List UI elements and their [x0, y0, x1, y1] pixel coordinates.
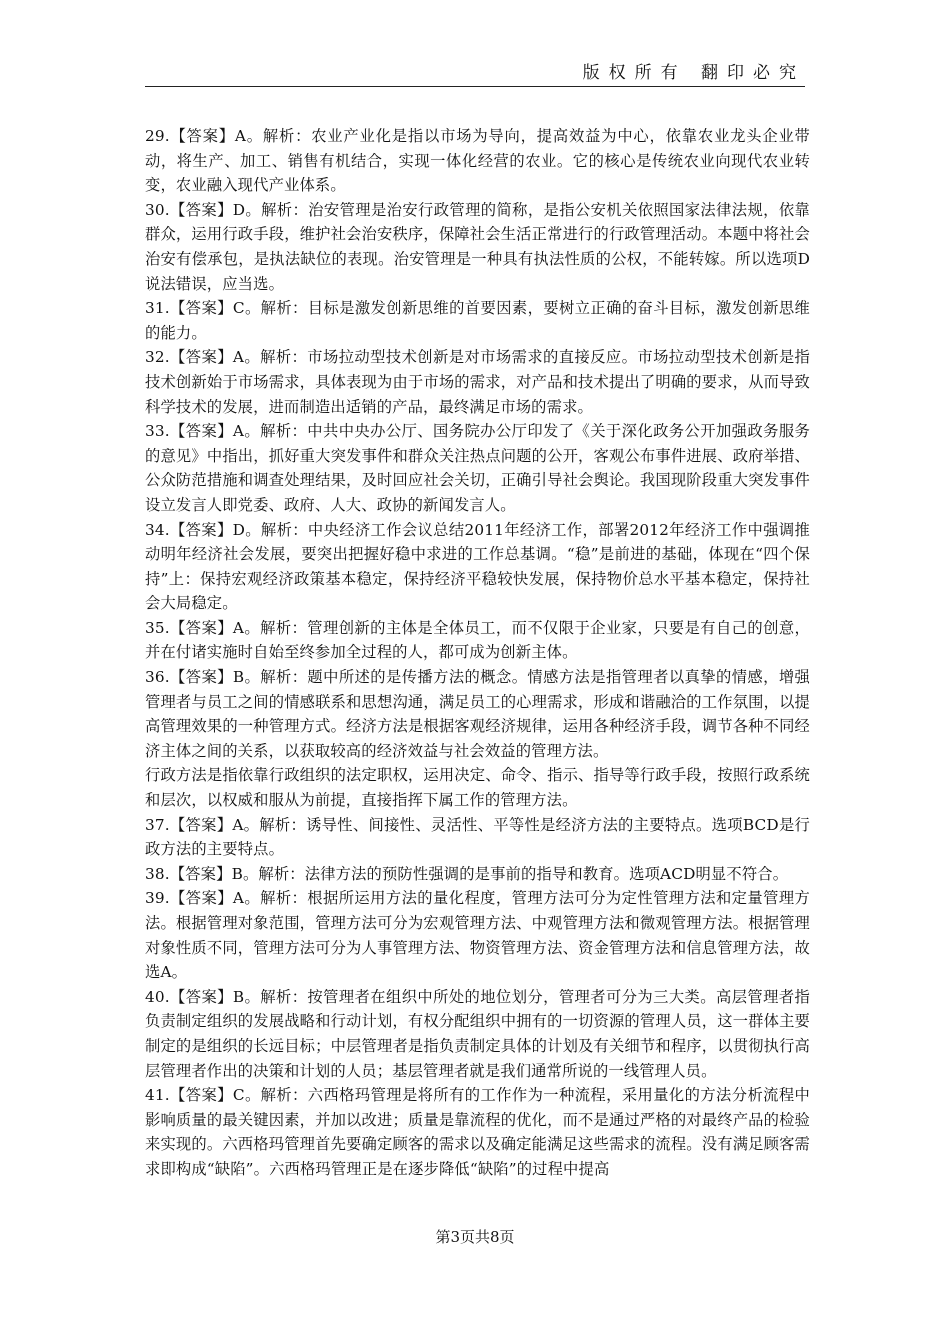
copyright-notice: 版权所有 翻印必究: [582, 63, 805, 83]
answer-32: 32.【答案】A。解析：市场拉动型技术创新是对市场需求的直接反应。市场拉动型技术创新是指技术创新始于市场需求，具体表现为由于市场的需求，对产品和技术提出了明确的要求，从而导致科学技术的发展，进而制造出适销的产品，最终满足市场的需求。: [145, 348, 810, 416]
answer-41: 41.【答案】C。解析：六西格玛管理是将所有的工作作为一种流程，采用量化的方法分析流程中影响质量的最关键因素，并加以改进；质量是靠流程的优化，而不是通过严格的对最终产品的检验来实现的。六西格玛管理首先要确定顾客的需求以及确定能满足这些需求的流程。没有满足顾客需求即构成“缺陷”。六西格玛管理正是在逐步降低“缺陷”的过程中提高: [145, 1086, 810, 1178]
answer-34: 34.【答案】D。解析：中央经济工作会议总结2011年经济工作，部署2012年经济工作中强调推动明年经济社会发展，要突出把握好稳中求进的工作总基调。“稳”是前进的基础，体现在“四个保持”上：保持宏观经济政策基本稳定，保持经济平稳较快发展，保持物价总水平基本稳定，保持社会大局稳定。: [145, 520, 810, 613]
answer-38: 38.【答案】B。解析：法律方法的预防性强调的是事前的指导和教育。选项ACD明显不符合。: [145, 864, 789, 883]
page-number: 第3页共8页: [435, 1228, 515, 1246]
answer-30: 30.【答案】D。解析：治安管理是治安行政管理的简称，是指公安机关依照国家法律法规，依靠群众，运用行政手段，维护社会治安秩序，保障社会生活正常进行的行政管理活动。本题中将社会治安有偿承包，是执法缺位的表现。治安管理是一种具有执法性质的公权，不能转嫁。所以选项D说法错误，应当选。: [145, 200, 810, 293]
answer-37: 37.【答案】A。解析：诱导性、间接性、灵活性、平等性是经济方法的主要特点。选项BCD是行政方法的主要特点。: [145, 815, 810, 859]
answer-31: 31.【答案】C。解析：目标是激发创新思维的首要因素，要树立正确的奋斗目标，激发创新思维的能力。: [145, 299, 810, 342]
answer-40: 40.【答案】B。解析：按管理者在组织中所处的地位划分，管理者可分为三大类。高层管理者指负责制定组织的发展战略和行动计划，有权分配组织中拥有的一切资源的管理人员，这一群体主要制定的是组织的长远目标；中层管理者是指负责制定具体的计划及有关细节和程序，以贯彻执行高层管理者作出的决策和计划的人员；基层管理者就是我们通常所说的一线管理人员。: [145, 987, 810, 1080]
page-header: [145, 62, 805, 87]
answer-36-continued: 行政方法是指依靠行政组织的法定职权，运用决定、命令、指示、指导等行政手段，按照行政系统和层次，以权威和服从为前提，直接指挥下属工作的管理方法。: [145, 766, 810, 810]
answer-29: 29.【答案】A。解析：农业产业化是指以市场为导向，提高效益为中心，依靠农业龙头企业带动，将生产、加工、销售有机结合，实现一体化经营的农业。它的核心是传统农业向现代农业转变，农业融入现代产业体系。: [145, 127, 810, 195]
answer-33: 33.【答案】A。解析：中共中央办公厅、国务院办公厅印发了《关于深化政务公开加强政务服务的意见》中指出，抓好重大突发事件和群众关注热点问题的公开，客观公布事件进展、政府举措、公众防范措施和调查处理结果，及时回应社会关切，正确引导社会舆论。我国现阶段重大突发事件设立发言人即党委、政府、人大、政协的新闻发言人。: [145, 422, 810, 514]
answer-36: 36.【答案】B。解析：题中所述的是传播方法的概念。情感方法是指管理者以真挚的情感，增强管理者与员工之间的情感联系和思想沟通，满足员工的心理需求，形成和谐融洽的工作氛围，以提高管理效果的一种管理方式。经济方法是根据客观经济规律，运用各种经济手段，调节各种不同经济主体之间的关系，以获取较高的经济效益与社会效益的管理方法。: [145, 668, 810, 760]
answer-35: 35.【答案】A。解析：管理创新的主体是全体员工，而不仅限于企业家，只要是有自己的创意，并在付诸实施时自始至终参加全过程的人，都可成为创新主体。: [145, 618, 810, 662]
answer-explanations: [145, 124, 810, 1182]
answer-39: 39.【答案】A。解析：根据所运用方法的量化程度，管理方法可分为定性管理方法和定量管理方法。根据管理对象范围，管理方法可分为宏观管理方法、中观管理方法和微观管理方法。根据管理对象性质不同，管理方法可分为人事管理方法、物资管理方法、资金管理方法和信息管理方法，故选A。: [145, 889, 810, 982]
